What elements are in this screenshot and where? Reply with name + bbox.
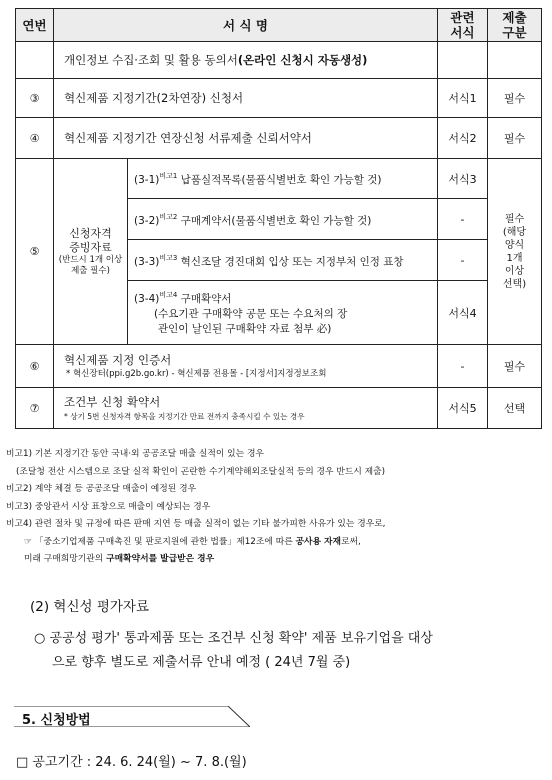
table-row <box>16 118 542 159</box>
row-form: 서식5 <box>438 388 488 429</box>
row-form: 서식3 <box>438 159 488 199</box>
sub-item-detail: 관인이 날인된 구매확약 자료 첨부 必) <box>158 323 332 335</box>
row-submit: 선택 <box>488 388 542 429</box>
table-header-row <box>16 9 542 42</box>
row-num: ④ <box>16 118 54 159</box>
eligibility-label: 신청자격 증빙자료 <box>69 226 112 254</box>
header-form: 관련 서식 <box>438 9 488 42</box>
header-num: 연번 <box>16 9 54 42</box>
remark-1-detail: (조달청 전산 시스템으로 조달 실적 확인이 곤란한 수기계약해외조달실적 등의 경우 반드시 제출) <box>16 466 386 477</box>
remark-4-detail: ☞ 「중소기업제품 구매촉진 및 판로지원에 관한 법률」제12조에 따른 공사용 자재로써, <box>24 536 361 547</box>
remark-3: 비고3) 중앙관서 시상 표창으로 매출이 예상되는 경우 <box>6 501 211 512</box>
remark-2: 비고2) 계약 체결 등 공공조달 매출이 예정된 경우 <box>6 484 197 494</box>
sub-item-detail: (수요기관 구매확약 공문 또는 수요처의 장 <box>154 308 348 320</box>
row-submit: 필수 <box>488 79 542 118</box>
header-submit: 제출 구분 <box>488 9 542 42</box>
row-name: 혁신제품 지정기간(2차연장) 신청서 <box>54 79 438 118</box>
row-name: 혁신제품 지정기간 연장신청 서류제출 신뢰서약서 <box>54 118 438 159</box>
row-form: - <box>438 345 488 388</box>
row-label-eligibility <box>54 159 128 345</box>
row-num: ③ <box>16 79 54 118</box>
table-row <box>16 79 542 118</box>
subsection-bullet: ○ 공공성 평가' 통과제품 또는 조건부 신청 확약' 제품 보유기업을 대상 으로 향후 별도로 제출서류 안내 예정 ( 24년 7월 중) <box>34 631 433 670</box>
header-name: 서 식 명 <box>54 9 438 42</box>
row-name: 조건부 신청 확약서 * 상기 5번 신청자격 항목을 지정기간 만료 전까지 충족시킬 수 있는 경우 <box>54 388 438 429</box>
row-submit: 필수 <box>488 345 542 388</box>
row-note: * 상기 5번 신청자격 항목을 지정기간 만료 전까지 충족시킬 수 있는 경우 <box>64 411 305 421</box>
row-num: ⑦ <box>16 388 54 429</box>
document-table <box>15 8 542 429</box>
table-row <box>16 159 542 199</box>
subsection-title: (2) 혁신성 평가자료 <box>30 599 149 615</box>
row-form: - <box>438 199 488 240</box>
remark-1: 비고1) 기본 지정기간 동안 국내·외 공공조달 매출 실적이 있는 경우 <box>6 449 264 459</box>
row-submit: 필수 <box>488 118 542 159</box>
row-name-consent: 개인정보 수집·조회 및 활용 동의서(온라인 신청시 자동생성) <box>54 42 438 79</box>
row-form: - <box>438 240 488 281</box>
sub-item: $(3-1)^{비고1}$ 납품실적목록(물품식별번호 확인 가능할 것) <box>128 159 438 199</box>
row-form: 서식2 <box>438 118 488 159</box>
sub-item: $(3-2)^{비고2}$ 구매계약서(물품식별번호 확인 가능할 것) <box>128 199 438 240</box>
row-form: 서식4 <box>438 281 488 345</box>
table-row <box>16 42 542 79</box>
row-num: ⑤ <box>16 159 54 345</box>
row-num: ⑥ <box>16 345 54 388</box>
announcement-period: □ 공고기간 : 24. 6. 24(월) ~ 7. 8.(월) <box>16 755 247 770</box>
row-submit: 필수 (해당 양식 1개 이상 선택) <box>488 159 542 345</box>
section-heading: 5. 신청방법 <box>22 713 91 728</box>
eligibility-sublabel: (반드시 1개 이상 제출 필수) <box>58 254 123 276</box>
sub-item: $(3-4)^{비고4}$ 구매확약서 (수요기관 구매확약 공문 또는 수요처의 장 관인이 날인된 구매확약 자료 첨부 必) <box>128 281 438 345</box>
sub-item: $(3-3)^{비고3}$ 혁신조달 경진대회 입상 또는 지정부처 인정 표창 <box>128 240 438 281</box>
remarks <box>6 446 546 569</box>
remark-4: 비고4) 관련 절차 및 규정에 따른 판매 지연 등 매출 실적이 없는 기타 불가피한 사유가 있는 경우로, <box>6 519 386 529</box>
row-name: 혁신제품 지정 인증서 * 혁신장터(ppi.g2b.go.kr) - 혁신제품 전용몰 - [지정서]지정정보조회 <box>54 345 438 388</box>
remark-4-detail-2: 미래 구매희망기관의 구매확약서를 발급받은 경우 <box>24 554 215 564</box>
row-form: 서식1 <box>438 79 488 118</box>
table-row <box>16 345 542 388</box>
row-note: * 혁신장터(ppi.g2b.go.kr) - 혁신제품 전용몰 - [지정서]지정정보조회 <box>66 368 327 379</box>
table-row <box>16 388 542 429</box>
